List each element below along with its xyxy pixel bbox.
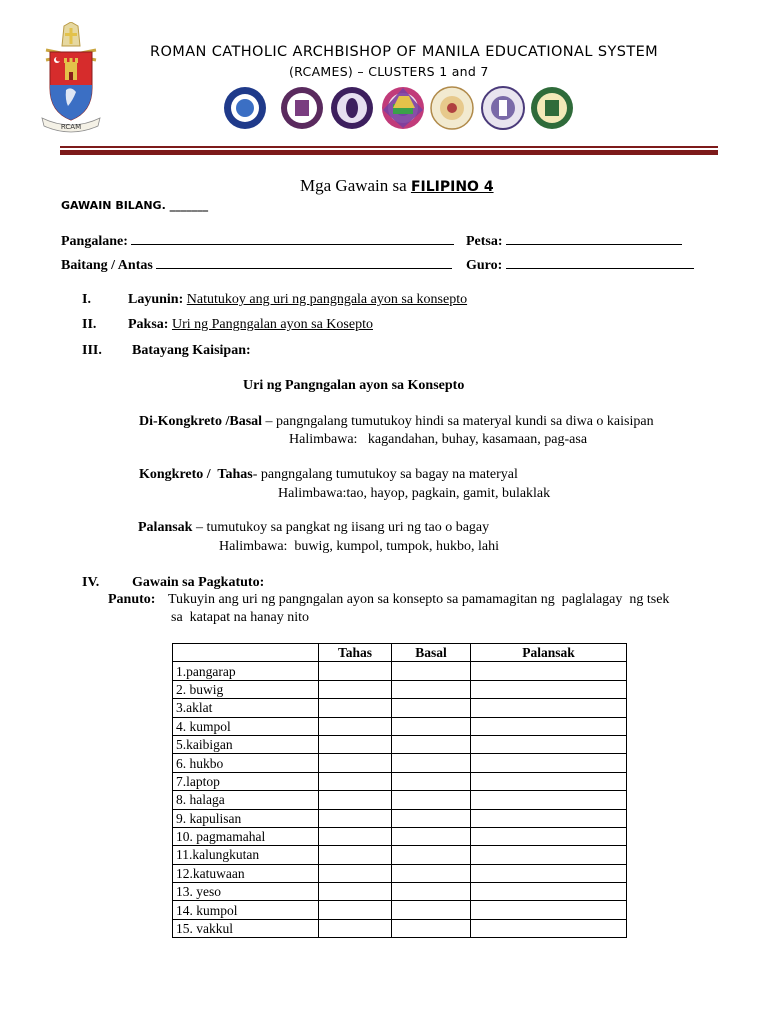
table-row (173, 717, 627, 735)
table-row (173, 919, 627, 937)
check-cell-basal[interactable] (392, 827, 471, 845)
item-word: 4. kumpol (173, 717, 319, 735)
item-word: 3.aklat (173, 699, 319, 717)
check-cell-tahas[interactable] (319, 772, 392, 790)
gawain-bilang-label: GAWAIN BILANG. (61, 199, 166, 212)
gawain-bilang-blank: _______ (169, 199, 209, 212)
check-cell-tahas[interactable] (319, 864, 392, 882)
check-cell-basal[interactable] (392, 662, 471, 680)
gawain-bilang (61, 199, 208, 212)
baitang-field[interactable] (156, 256, 452, 269)
check-cell-basal[interactable] (392, 883, 471, 901)
guro-label: Guro (466, 258, 498, 273)
document-title-prefix: Mga Gawain sa (300, 176, 411, 195)
section-3-number: III. (82, 343, 102, 358)
check-cell-basal[interactable] (392, 919, 471, 937)
check-cell-tahas[interactable] (319, 883, 392, 901)
check-cell-basal[interactable] (392, 864, 471, 882)
pangalan-row (61, 232, 454, 250)
check-cell-palansak[interactable] (471, 919, 627, 937)
school-seal-icon (530, 86, 574, 130)
item-word: 2. buwig (173, 680, 319, 698)
check-cell-tahas[interactable] (319, 662, 392, 680)
check-cell-basal[interactable] (392, 680, 471, 698)
section-1 (128, 292, 467, 308)
school-seal-icon (381, 86, 425, 130)
basal-term: Di-Kongkreto /Basal (139, 414, 263, 429)
rcam-logo (40, 22, 102, 134)
item-word: 13. yeso (173, 883, 319, 901)
gawain-sa-pagkatuto-label: Gawain sa Pagkatuto: (132, 575, 265, 590)
basal-def: – pangngalang tumutukoy hindi sa materyal kundi sa diwa o kaisipan (262, 414, 654, 429)
table-row (173, 772, 627, 790)
answer-table (172, 643, 627, 938)
check-cell-palansak[interactable] (471, 699, 627, 717)
school-seal-icon (280, 86, 324, 130)
org-subtitle: (RCAMES) – CLUSTERS 1 and 7 (289, 64, 489, 79)
school-seal-icon (481, 86, 525, 130)
check-cell-palansak[interactable] (471, 883, 627, 901)
check-cell-tahas[interactable] (319, 901, 392, 919)
check-cell-palansak[interactable] (471, 754, 627, 772)
baitang-row (61, 256, 452, 274)
concept-heading: Uri ng Pangngalan ayon sa Konsepto (243, 378, 465, 393)
org-title: ROMAN CATHOLIC ARCHBISHOP OF MANILA EDUCATIONAL SYSTEM (150, 44, 659, 60)
palansak-def: – tumutukoy sa pangkat ng iisang uri ng tao o bagay (192, 520, 490, 535)
pangalan-label: Pangalane: (61, 234, 128, 249)
table-row (173, 809, 627, 827)
check-cell-palansak[interactable] (471, 772, 627, 790)
panuto-line-2: sa katapat na hanay nito (171, 610, 310, 625)
school-seal-icon (223, 86, 267, 130)
check-cell-basal[interactable] (392, 846, 471, 864)
guro-row: Guro: (466, 256, 694, 274)
section-4-number: IV. (82, 575, 100, 590)
item-word: 14. kumpol (173, 901, 319, 919)
table-row (173, 846, 627, 864)
check-cell-basal[interactable] (392, 735, 471, 753)
table-row (173, 680, 627, 698)
check-cell-palansak[interactable] (471, 662, 627, 680)
item-word: 12.katuwaan (173, 864, 319, 882)
section-2-number: II. (82, 317, 97, 332)
check-cell-tahas[interactable] (319, 680, 392, 698)
check-cell-palansak[interactable] (471, 846, 627, 864)
basal-example: Halimbawa: kagandahan, buhay, kasamaan, pag-asa (289, 432, 588, 447)
item-word: 6. hukbo (173, 754, 319, 772)
item-word: 1.pangarap (173, 662, 319, 680)
column-header-palansak: Palansak (471, 644, 627, 662)
table-row (173, 735, 627, 753)
subject-name: FILIPINO 4 (410, 179, 494, 195)
batayang-kaisipan-label: Batayang Kaisipan: (132, 343, 251, 358)
item-word: 11.kalungkutan (173, 846, 319, 864)
check-cell-tahas[interactable] (319, 791, 392, 809)
check-cell-basal[interactable] (392, 901, 471, 919)
table-row (173, 699, 627, 717)
table-row (173, 827, 627, 845)
document-title (300, 176, 494, 196)
guro-field[interactable] (506, 256, 694, 269)
section-1-number: I. (82, 292, 91, 307)
tahas-term: Kongkreto / Tahas (139, 467, 253, 482)
check-cell-palansak[interactable] (471, 791, 627, 809)
column-header-item (173, 644, 319, 662)
layunin-label: Layunin: (128, 292, 184, 307)
palansak-definition (138, 520, 489, 536)
item-word: 15. vakkul (173, 919, 319, 937)
check-cell-tahas[interactable] (319, 754, 392, 772)
column-header-tahas: Tahas (319, 644, 392, 662)
table-row (173, 901, 627, 919)
check-cell-palansak[interactable] (471, 717, 627, 735)
check-cell-basal[interactable] (392, 754, 471, 772)
tahas-def: - pangngalang tumutukoy sa bagay na materyal (252, 467, 518, 482)
paksa-label: Paksa: (128, 317, 169, 332)
check-cell-tahas[interactable] (319, 699, 392, 717)
check-cell-basal[interactable] (392, 699, 471, 717)
school-seal-icon (430, 86, 474, 130)
check-cell-tahas[interactable] (319, 846, 392, 864)
rcam-logo-text: RCAM (60, 123, 82, 131)
pangalan-field[interactable] (131, 232, 454, 245)
table-row (173, 754, 627, 772)
table-header-row (173, 644, 627, 662)
check-cell-basal[interactable] (392, 809, 471, 827)
baitang-label: Baitang / Antas (61, 258, 153, 273)
petsa-row (466, 232, 682, 250)
palansak-term: Palansak (138, 520, 193, 535)
panuto-label: Panuto: (108, 592, 156, 607)
check-cell-tahas[interactable] (319, 735, 392, 753)
petsa-label: Petsa: (466, 234, 503, 249)
check-cell-palansak[interactable] (471, 901, 627, 919)
check-cell-tahas[interactable] (319, 827, 392, 845)
school-seal-icon (330, 86, 374, 130)
check-cell-basal[interactable] (392, 772, 471, 790)
item-word: 10. pagmamahal (173, 827, 319, 845)
panuto-line-1: Tukuyin ang uri ng pangngalan ayon sa konsepto sa pamamagitan ng paglalagay ng tsek (168, 592, 670, 607)
check-cell-palansak[interactable] (471, 864, 627, 882)
table-row (173, 883, 627, 901)
check-cell-tahas[interactable] (319, 809, 392, 827)
item-word: 7.laptop (173, 772, 319, 790)
tahas-example: Halimbawa:tao, hayop, pagkain, gamit, bulaklak (278, 486, 551, 501)
section-2 (128, 317, 373, 333)
table-row (173, 662, 627, 680)
table-row (173, 791, 627, 809)
column-header-basal: Basal (392, 644, 471, 662)
check-cell-palansak[interactable] (471, 680, 627, 698)
header-rule (60, 150, 718, 155)
tahas-definition (139, 467, 518, 483)
check-cell-tahas[interactable] (319, 919, 392, 937)
check-cell-palansak[interactable] (471, 827, 627, 845)
header-rule (60, 146, 718, 148)
check-cell-basal[interactable] (392, 791, 471, 809)
table-row (173, 864, 627, 882)
check-cell-palansak[interactable] (471, 809, 627, 827)
check-cell-palansak[interactable] (471, 735, 627, 753)
check-cell-basal[interactable] (392, 717, 471, 735)
check-cell-tahas[interactable] (319, 717, 392, 735)
item-word: 8. halaga (173, 791, 319, 809)
petsa-field[interactable] (506, 232, 682, 245)
item-word: 9. kapulisan (173, 809, 319, 827)
palansak-example: Halimbawa: buwig, kumpol, tumpok, hukbo, lahi (219, 539, 499, 554)
layunin-text: Natutukoy ang uri ng pangngala ayon sa konsepto (186, 292, 468, 307)
paksa-text: Uri ng Pangngalan ayon sa Kosepto (171, 317, 373, 332)
basal-definition (139, 414, 654, 430)
item-word: 5.kaibigan (173, 735, 319, 753)
